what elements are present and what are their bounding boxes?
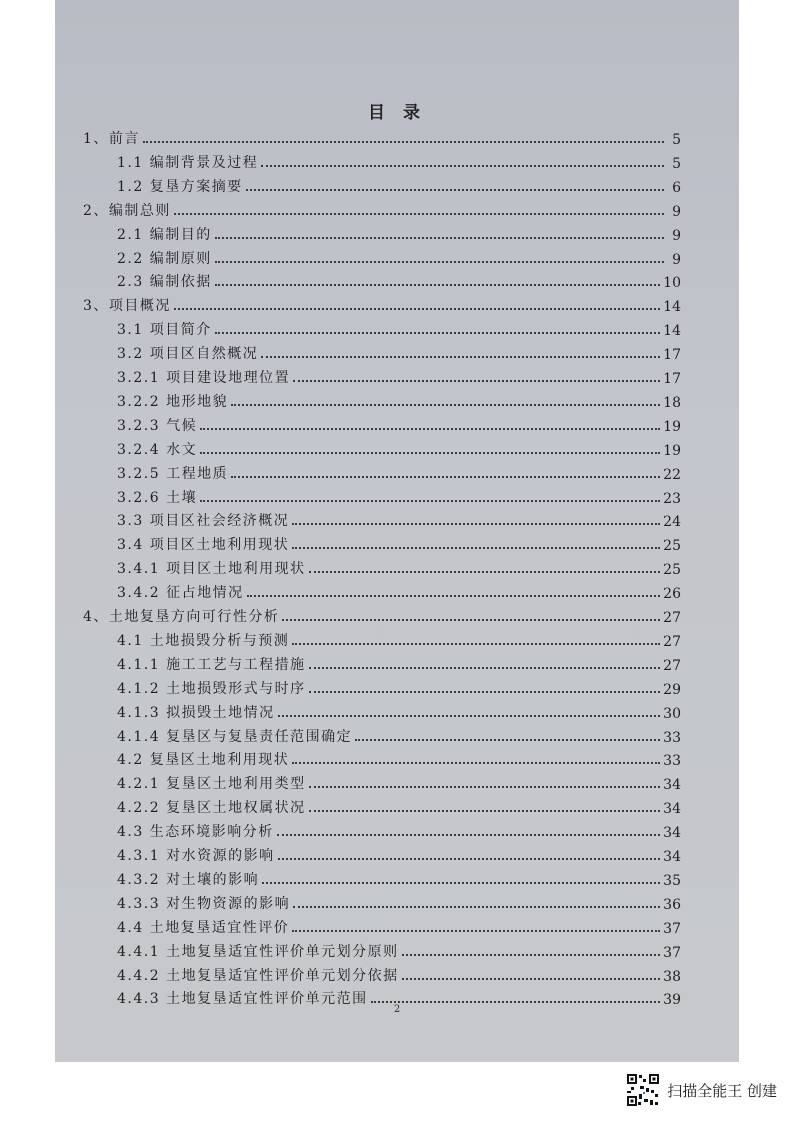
toc-entry-page: 5 — [672, 155, 681, 172]
toc-entry-page: 35 — [663, 872, 681, 889]
toc-entry-label: 4.1.1 施工工艺与工程措施 — [117, 656, 306, 673]
toc-entry-page: 5 — [672, 132, 681, 148]
toc-entry — [117, 841, 681, 865]
toc-entry-label: 3.1 项目简介 — [117, 322, 212, 339]
toc-dot-leader — [215, 332, 660, 334]
toc-entry — [117, 315, 681, 339]
toc-entry-label: 4.3.3 对生物资源的影响 — [117, 895, 291, 912]
scanned-page — [55, 0, 739, 1062]
toc-entry — [117, 674, 681, 698]
toc-entry-page: 24 — [663, 514, 681, 531]
toc-entry — [117, 267, 681, 291]
toc-entry — [117, 626, 681, 650]
scanner-app-label: 扫描全能王 创建 — [667, 1081, 777, 1100]
toc-entry — [117, 698, 681, 722]
toc-entry-label: 3.2.3 气候 — [117, 417, 198, 434]
toc-entry-label: 1.2 复垦方案摘要 — [117, 178, 243, 195]
toc-dot-leader — [309, 810, 661, 812]
toc-entry — [83, 124, 681, 148]
toc-entry-label: 1.1 编制背景及过程 — [117, 154, 259, 171]
toc-dot-leader — [143, 141, 664, 143]
toc-dot-leader — [200, 452, 660, 454]
toc-dot-leader — [215, 261, 664, 263]
toc-entry-label: 3.3 项目区社会经济概况 — [117, 513, 290, 530]
toc-dot-leader — [402, 954, 661, 956]
toc-entry — [117, 220, 681, 244]
toc-entry-label: 3.2.4 水文 — [117, 441, 198, 458]
toc-entry-page: 27 — [663, 610, 681, 626]
toc-entry — [117, 961, 681, 985]
toc-dot-leader — [292, 547, 660, 549]
toc-dot-leader — [293, 906, 660, 908]
toc-dot-leader — [261, 356, 660, 358]
toc-entry — [117, 578, 681, 602]
toc-entry-label: 4.2.1 复垦区土地利用类型 — [117, 776, 306, 793]
toc-dot-leader — [309, 571, 661, 573]
toc-entry-label: 3.4.2 征占地情况 — [117, 585, 244, 602]
toc-entry-label: 4.2.2 复垦区土地权属状况 — [117, 800, 306, 817]
toc-entry-page: 37 — [663, 920, 681, 937]
page-title: 目 录 — [368, 103, 426, 123]
toc-entry-page: 33 — [663, 753, 681, 770]
toc-dot-leader — [247, 595, 661, 597]
toc-entry — [83, 291, 681, 315]
toc-entry-label: 4.3.2 对土壤的影响 — [117, 871, 260, 888]
toc-entry-page: 34 — [663, 825, 681, 842]
toc-dot-leader — [293, 380, 660, 382]
toc-entry-page: 25 — [663, 538, 681, 555]
toc-entry-label: 2.1 编制目的 — [117, 226, 212, 243]
toc-entry-page: 9 — [672, 251, 681, 268]
toc-entry-label: 4、土地复垦方向可行性分析 — [83, 609, 280, 625]
toc-dot-leader — [278, 858, 661, 860]
toc-entry-label: 4.4.3 土地复垦适宜性评价单元范围 — [117, 991, 368, 1008]
toc-entry-label: 4.1.3 拟损毁土地情况 — [117, 704, 275, 721]
toc-entry-label: 3.2.5 工程地质 — [117, 465, 229, 482]
toc-entry-page: 10 — [663, 275, 681, 292]
toc-entry-label: 3、项目概况 — [83, 298, 171, 315]
toc-entry-label: 3.2.6 土壤 — [117, 489, 198, 506]
toc-entry-label: 3.2.2 地形地貌 — [117, 393, 229, 410]
toc-entry — [117, 650, 681, 674]
toc-entry — [117, 172, 681, 196]
toc-dot-leader — [309, 667, 661, 669]
qr-code-icon — [625, 1072, 661, 1108]
toc-entry — [83, 196, 681, 220]
toc-entry — [117, 435, 681, 459]
toc-entry — [117, 483, 681, 507]
toc-entry-page: 36 — [663, 896, 681, 913]
toc-entry-label: 4.1 土地损毁分析与预测 — [117, 632, 290, 649]
toc-dot-leader — [215, 237, 664, 239]
toc-entry-page: 34 — [663, 777, 681, 794]
toc-entry-page: 37 — [663, 944, 681, 961]
toc-dot-leader — [292, 930, 660, 932]
toc-entry — [117, 889, 681, 913]
toc-entry — [117, 411, 681, 435]
toc-dot-leader — [261, 165, 664, 167]
toc-dot-leader — [355, 739, 660, 741]
toc-entry-page: 26 — [663, 586, 681, 603]
toc-entry — [117, 865, 681, 889]
toc-entry-page: 38 — [663, 968, 681, 985]
toc-entry-label: 3.4 项目区土地利用现状 — [117, 537, 290, 554]
toc-entry-page: 9 — [672, 203, 681, 220]
toc-dot-leader — [402, 978, 661, 980]
toc-entry-label: 4.2 复垦区土地利用现状 — [117, 752, 290, 769]
toc-entry-page: 17 — [663, 371, 681, 387]
toc-dot-leader — [292, 523, 660, 525]
toc-entry-page: 14 — [663, 323, 681, 340]
toc-entry — [117, 937, 681, 961]
toc-entry — [117, 387, 681, 411]
toc-entry-page: 23 — [663, 490, 681, 507]
toc-dot-leader — [277, 834, 660, 836]
toc-dot-leader — [262, 882, 660, 884]
toc-dot-leader — [215, 284, 660, 286]
toc-entry-page: 18 — [663, 394, 681, 411]
toc-dot-leader — [246, 189, 664, 191]
toc-entry-label: 4.4 土地复垦适宜性评价 — [117, 919, 290, 936]
toc-entry-label: 3.4.1 项目区土地利用现状 — [117, 561, 306, 578]
toc-entry-page: 25 — [663, 562, 681, 579]
toc-entry — [117, 745, 681, 769]
toc-entry-page: 19 — [663, 442, 681, 459]
toc-dot-leader — [309, 691, 661, 693]
toc-dot-leader — [200, 428, 660, 430]
toc-entry-page: 34 — [663, 801, 681, 818]
toc-entry-label: 4.3 生态环境影响分析 — [117, 824, 274, 841]
toc-entry — [117, 769, 681, 793]
toc-entry-page: 27 — [663, 633, 681, 650]
toc-entry — [117, 817, 681, 841]
toc-entry-label: 2.3 编制依据 — [117, 274, 212, 291]
toc-entry — [117, 363, 681, 387]
toc-dot-leader — [231, 404, 660, 406]
toc-dot-leader — [200, 500, 660, 502]
toc-entry-page: 30 — [663, 705, 681, 722]
toc-entry-page: 29 — [663, 681, 681, 698]
toc-dot-leader — [309, 786, 661, 788]
toc-dot-leader — [174, 308, 660, 310]
toc-entry-page: 33 — [663, 729, 681, 746]
toc-entry-label: 3.2 项目区自然概况 — [117, 346, 259, 363]
scanner-watermark — [625, 1070, 777, 1110]
toc-dot-leader — [174, 213, 664, 215]
toc-entry-page: 39 — [663, 992, 681, 1009]
toc-entry-label: 2.2 编制原则 — [117, 250, 212, 267]
toc-entry-label: 4.3.1 对水资源的影响 — [117, 848, 275, 864]
toc-entry-label: 4.1.2 土地损毁形式与时序 — [117, 680, 306, 697]
toc-entry-label: 4.4.1 土地复垦适宜性评价单元划分原则 — [117, 943, 399, 960]
toc-dot-leader — [278, 715, 661, 717]
toc-entry — [117, 530, 681, 554]
toc-entry-page: 22 — [663, 466, 681, 483]
toc-entry-page: 34 — [663, 849, 681, 865]
toc-entry-page: 19 — [663, 418, 681, 435]
toc-entry-label: 2、编制总则 — [83, 202, 171, 219]
toc-entry — [117, 244, 681, 268]
toc-dot-leader — [292, 762, 660, 764]
toc-entry-label: 4.4.2 土地复垦适宜性评价单元划分依据 — [117, 967, 399, 984]
toc-entry-label: 3.2.1 项目建设地理位置 — [117, 370, 291, 386]
toc-entry — [117, 913, 681, 937]
toc-entry — [117, 793, 681, 817]
toc-entry — [117, 554, 681, 578]
toc-entry-page: 17 — [663, 347, 681, 364]
toc-dot-leader — [282, 619, 660, 621]
toc-entry-label: 1、前言 — [83, 131, 140, 147]
toc-entry — [83, 602, 681, 626]
toc-entry — [117, 339, 681, 363]
toc-entry-page: 9 — [672, 227, 681, 244]
toc-entry-page: 14 — [663, 299, 681, 316]
toc-entry-page: 27 — [663, 657, 681, 674]
toc-entry-label: 4.1.4 复垦区与复垦责任范围确定 — [117, 728, 353, 745]
toc-entry — [117, 506, 681, 530]
toc-entry — [117, 722, 681, 746]
toc-entry — [117, 148, 681, 172]
toc-dot-leader — [231, 476, 660, 478]
page-number: 2 — [393, 1004, 401, 1015]
toc-entry — [117, 459, 681, 483]
toc-dot-leader — [292, 643, 660, 645]
toc-entry-page: 6 — [672, 179, 681, 196]
